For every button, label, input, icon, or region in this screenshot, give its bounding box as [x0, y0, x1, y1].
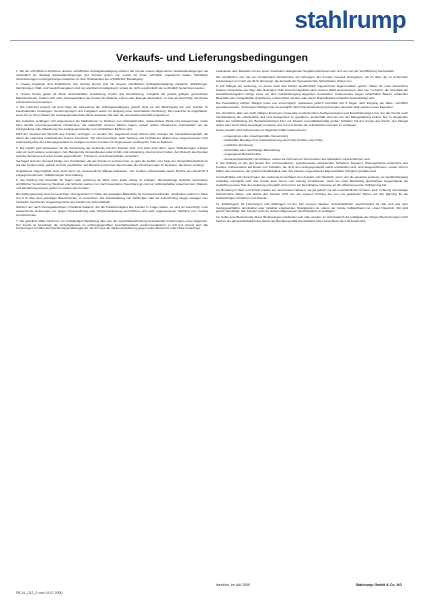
terms-paragraph: Lieferanten dem Besteller mit der einem Kaufmann obliegenden Sorgfalt nachzukommen und uns von der Verpflichtung freizustellen. [216, 70, 396, 73]
left-column [16, 70, 208, 572]
terms-paragraph: 1. Mit der schriftlichen Annahme unserer schriftlichen Auftragsbestätigung erkennt der Kunde unsere allgemeinen Verkaufsbedingungen als verbindlich an. Etwaige Einkaufsbedingungen des Kunden gelten nur, soweit wir ihnen schriftlich zugestimmt haben. Mündliche Vereinbarungen und Ergänzungen bedürfen zu ihrer Wirksamkeit der schriftlichen Bestätigung. [16, 70, 208, 81]
terms-paragraph: – ungeeignete Betriebsmittel [222, 152, 261, 157]
document-title: Verkaufs- und Lieferungsbedingungen [116, 52, 308, 64]
terms-paragraph: 9. Die Haftung ist auf den Ersatz des vorhersehbaren, typischerweise eintretenden Schadens begrenzt. Weitergehende Ansprüche des Kunden, insbesondere auf Ersatz von Schäden, die nicht am Liefergegenstand selbst entstanden sind, sind ausgeschlossen, soweit nicht in Fällen des Vorsatzes, der groben Fahrlässigkeit oder des Fehlens zugesicherter Eigenschaften zwingend gehaftet wird. [216, 161, 408, 174]
terms-paragraph: Die Feststellung solcher Mängel muss uns unverzüglich, spätestens jedoch innerhalb von 8 Tagen nach Eingang der Ware, schriftlich gemeldet werden. Verborgene Mängel sind unverzüglich nach ihrer Entdeckung anzuzeigen. Ersetzte Teile werden unser Eigentum. [216, 101, 408, 110]
terms-paragraph: Unmöglichkeit und Unvermögen der Lieferung berechtigen den Kunden zum Rücktritt, wenn uns die gesamte Leistung vor Gefahrübergang endgültig unmöglich wird. Der Kunde kann ferner vom Vertrag zurücktreten, wenn bei einer Bestellung gleichartiger Gegenstände die Ausführung eines Teils der Lieferung unmöglich wird und er ein berechtigtes Interesse an der Ablehnung einer Teillieferung hat. [216, 174, 408, 187]
terms-paragraph: Die Lieferfrist verlängert sich angemessen bei Maßnahmen im Rahmen von Arbeitskämpfen, insbesondere Streik und Aussperrung, sowie beim Eintritt unvorhergesehener Hindernisse, die außerhalb unseres Willens liegen, soweit solche Hindernisse nachweislich auf die Fertigstellung oder Ablieferung des Liefergegenstandes von erheblichem Einfluss sind. [16, 118, 208, 131]
terms-paragraph: Werden uns nach Vertragsabschluss Umstände bekannt, die die Kreditwürdigkeit des Kunden in Frage stellen, so sind wir berechtigt, noch ausstehende Lieferungen nur gegen Vorauszahlung oder Sicherheitsleistung auszuführen und nach angemessener Nachfrist vom Vertrag zurückzutreten. [16, 205, 208, 218]
terms-paragraph: Verzögert sich der Versand infolge von Umständen, die der Kunde zu vertreten hat, so geht die Gefahr vom Tage der Versandbereitschaft an auf den Kunden über; jedoch sind wir verpflichtet, auf Wunsch und Kosten des Kunden die Versicherungen zu bewirken, die dieser verlangt. [16, 159, 208, 168]
company-logo: stahlrump [294, 7, 406, 34]
terms-paragraph: 6. Die Zahlung hat innerhalb 30 Tagen nach Lieferung ab Werk ohne jeden Abzug zu erfolgen. Skontoabzüge bedürfen besonderer schriftlicher Vereinbarung. Wechsel und Schecks werden nur nach besonderer Vereinbarung und nur zahlungshalber angenommen; Diskont- und Einziehungsspesen gehen zu Lasten des Kunden. [16, 178, 208, 191]
terms-paragraph: Angelieferte Gegenstände sind, auch wenn sie unwesentliche Mängel aufweisen, vom Kunden unbeschadet seiner Rechte aus Abschnitt 8 entgegenzunehmen. Teillieferungen sind zulässig. [16, 168, 208, 177]
terms-paragraph: – ungeeignete oder unsachgemäße Verwendung [222, 133, 288, 138]
terms-paragraph: 7. Die gelieferte Ware bleibt bis zur vollständigen Bezahlung aller aus der Geschäftsverbindung bestehenden Forderungen unser Eigentum. Der Kunde ist berechtigt, die Vorbehaltsware im ordnungsgemäßen Geschäftsverkehr weiterzuveräußern; er tritt uns bereits jetzt alle Forderungen in Höhe des Rechnungsendbetrages ab, die ihm aus der Weiterveräußerung gegen seine Abnehmer oder Dritte erwachsen. [16, 218, 208, 231]
terms-paragraph: Keine Gewähr wird insbesondere in folgenden Fällen übernommen: [216, 128, 308, 133]
terms-paragraph: – Austauschwerkstoffe und Arbeiten, soweit sie nicht auf ein Verschulden des Verkäufers zurückzuführen sind [222, 156, 370, 161]
terms-paragraph: 5. Die Gefahr geht spätestens mit der Absendung der Lieferteile auf den Kunden über, und zwar auch dann, wenn Teillieferungen erfolgen oder wir noch andere Leistungen, zum Beispiel die Versandkosten oder Anfuhr und Aufstellung, übernommen haben. Auf Wunsch des Kunden wird die Sendung auf seine Kosten gegen Bruch-, Transport- und Feuerschäden versichert. [16, 145, 208, 158]
terms-paragraph: – fehlerhafte Montage bzw. Inbetriebsetzung durch den Kunden oder Dritte [222, 138, 323, 143]
right-column [216, 70, 408, 572]
terms-paragraph: 12. Sollte eine Bestimmung dieser Bedingungen unwirksam sein oder werden, so wird dadurch die Gültigkeit der übrigen Bestimmungen nicht berührt. Es gilt ausschließlich das Recht der Bundesrepublik Deutschland unter Ausschluss des UN-Kaufrechts. [216, 215, 408, 223]
header-bar [18, 8, 406, 34]
signature-place-date: Iserlohn, im Juli 2000 [216, 583, 250, 587]
terms-paragraph: 3. Unsere Preise gelten ab Werk, ausschließlich Verpackung, Fracht und Versicherung, zuzüglich der jeweils gültigen gesetzlichen Mehrwertsteuer. Ändern sich nach Vertragsschluss die Kosten für Material, Löhne oder Energie wesentlich, so sind wir berechtigt, die Preise entsprechend anzupassen. [16, 91, 208, 104]
terms-paragraph: Zur Vornahme aller uns nach billigem Ermessen notwendig erscheinenden Ausbesserungen und Ersatzlieferungen hat uns der Kunde nach Verständigung die erforderliche Zeit und Gelegenheit zu gewähren, andernfalls sind wir von der Mängelhaftung befreit. Nur in dringenden Fällen der Gefährdung der Betriebssicherheit bzw. zur Abwehr unverhältnismäßig großer Schäden hat der Kunde das Recht, den Mangel selbst oder durch Dritte beseitigen zu lassen und von uns Ersatz der erforderlichen Kosten zu verlangen. [216, 110, 408, 127]
terms-paragraph: Wird der Versand auf Wunsch des Kunden verzögert, so werden ihm, beginnend einen Monat nach Anzeige der Versandbereitschaft, die durch die Lagerung entstandenen Kosten berechnet. Wir sind berechtigt, nach Setzung und fruchtlosem Ablauf einer angemessenen Frist anderweitig über den Liefergegenstand zu verfügen und den Kunden mit angemessen verlängerter Frist zu beliefern. [16, 132, 208, 145]
signature-company: Stahlrump GmbH & Co. KG [355, 583, 402, 587]
terms-paragraph: 4. Die Lieferfrist beginnt mit dem Tage der Absendung der Auftragsbestätigung, jedoch nicht vor der Beibringung der vom Kunden zu beschaffenden Unterlagen, Genehmigungen und Freigaben sowie vor Eingang einer vereinbarten Anzahlung. Die Lieferfrist ist eingehalten, wenn bis zu ihrem Ablauf der Liefergegenstand das Werk verlassen hat oder die Versandbereitschaft mitgeteilt ist. [16, 105, 208, 118]
header-divider [10, 40, 414, 41]
terms-paragraph: 8. Für Mängel der Lieferung, zu denen auch das Fehlen ausdrücklich zugesicherter Eigenschaften gehört, haften wir unter Ausschluss weiterer Ansprüche wie folgt: Alle diejenigen Teile sind unentgeltlich nach unserer Wahl auszubessern oder neu zu liefern, die innerhalb der Gewährleistungsfrist infolge eines vor dem Gefahrübergang liegenden Umstandes, insbesondere wegen fehlerhafter Bauart, schlechter Baustoffe oder mangelhafter Ausführung, unbrauchbar werden oder deren Brauchbarkeit erheblich beeinträchtigt wird. [216, 84, 408, 100]
terms-paragraph: 10. Beratung in Wort und Schrift erteilen wir nach bestem Wissen; sie gilt jedoch nur als unverbindlicher Hinweis, auch in Bezug auf etwaige Schutzrechte Dritter, und befreit den Kunden nicht von der eigenen Prüfung der von uns gelieferten Waren auf ihre Eignung für die beabsichtigten Verfahren und Zwecke. [216, 188, 408, 200]
terms-paragraph: 11. Erfüllungsort für Lieferungen und Zahlungen ist der Sitz unseres Werkes. Ausschließlicher Gerichtsstand für alle sich aus dem Vertragsverhältnis unmittelbar oder mittelbar ergebenden Streitigkeiten ist, sofern der Kunde Vollkaufmann ist, unser Hauptsitz. Wir sind jedoch berechtigt, den Kunden auch an seinem allgemeinen Gerichtsstand zu verklagen. [216, 201, 408, 214]
terms-body [16, 70, 408, 572]
terms-paragraph: 2. Unsere Angebote sind freibleibend. Der Vertrag kommt erst mit unserer schriftlichen Auftragsbestätigung zustande. Abbildungen, Zeichnungen, Maß- und Gewichtsangaben sind nur annähernd maßgebend, soweit sie nicht ausdrücklich als verbindlich bezeichnet werden. [16, 82, 208, 91]
terms-paragraph: – fehlerhafte oder nachlässige Behandlung [222, 147, 280, 152]
terms-paragraph: Bei Zahlungsverzug sind wir berechtigt, Verzugszinsen in Höhe der jeweiligen Banksätze für Kontokorrentkredite, mindestens jedoch in Höhe von 8 % über dem jeweiligen Basiszinssatz, zu berechnen. Die Zurückhaltung von Zahlungen oder die Aufrechnung wegen etwaiger vom Verkäufer bestrittener Gegenansprüche des Kunden ist nicht statthaft. [16, 191, 208, 204]
document-code: PB-VL_012_2 vom 14.07.2000 [16, 591, 63, 595]
terms-paragraph: – natürliche Abnutzung [222, 143, 253, 147]
terms-paragraph: Wir verpflichten uns, die uns zustehenden Sicherheiten auf Verlangen des Kunden insoweit freizugeben, als ihr Wert die zu sichernden Forderungen um mehr als 20 % übersteigt; die Auswahl der freizugebenden Sicherheiten obliegt uns. [216, 74, 408, 83]
